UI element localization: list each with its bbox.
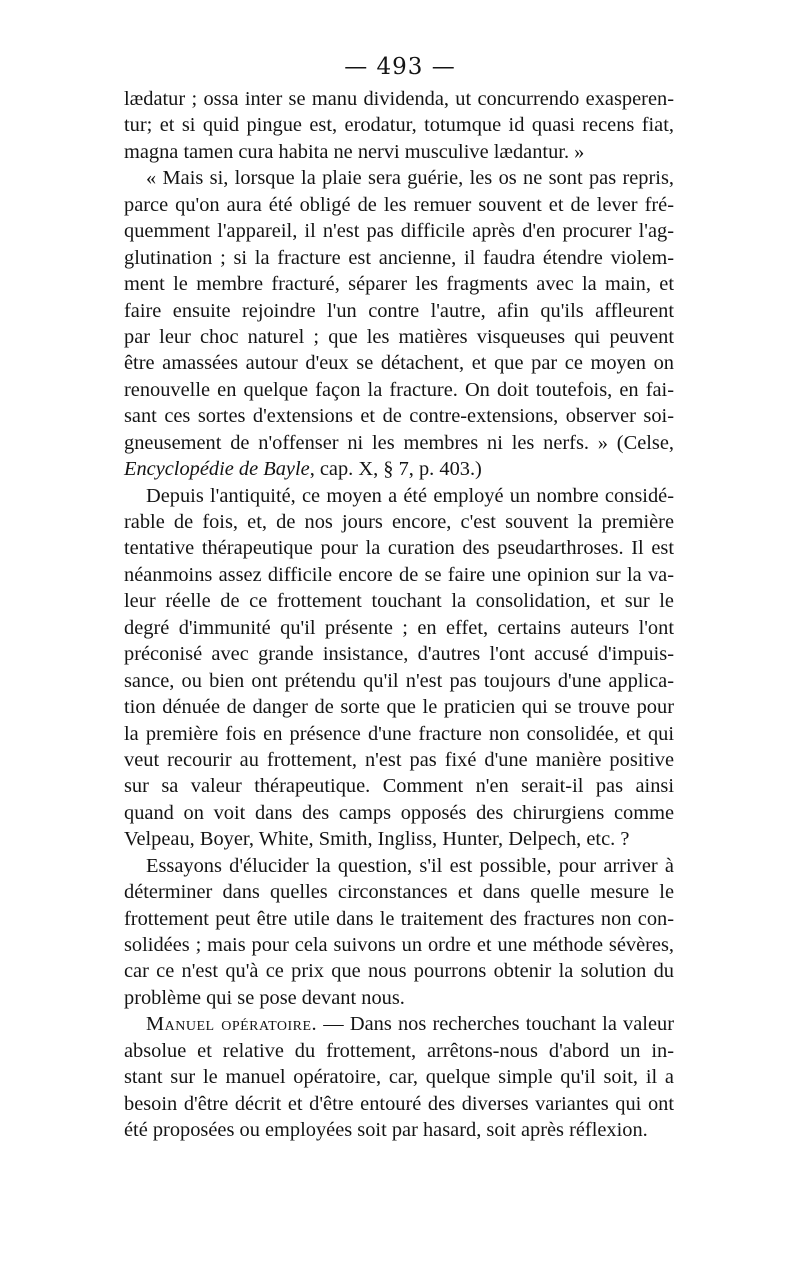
text-line: « Mais si, lorsque la plaie sera guérie, les os ne sont pas repris, <box>146 167 674 190</box>
text-line: frottement peut être utile dans le traitement des fractures non con- <box>124 907 674 930</box>
text-line: quand on voit dans des camps opposés des chirurgiens comme <box>124 801 674 824</box>
text-line: Essayons d'élucider la question, s'il est possible, pour arriver à <box>146 854 674 877</box>
text-line: faire ensuite rejoindre l'un contre l'autre, afin qu'ils affleurent <box>124 299 674 322</box>
text-line: lædatur ; ossa inter se manu dividenda, ut concurrendo exasperen- <box>124 88 674 110</box>
text-line: absolue et relative du frottement, arrêtons-nous d'abord un in- <box>124 1039 674 1062</box>
page-number: — 493 — <box>344 54 456 80</box>
text-line: rable de fois, et, de nos jours encore, c'est souvent la première <box>124 511 674 533</box>
citation-title: Encyclopédie de Bayle <box>124 458 310 481</box>
text-line: tur; et si quid pingue est, erodatur, totumque id quasi recens fiat, <box>124 114 674 137</box>
citation-reference: , cap. X, § 7, p. 403.) <box>309 458 482 481</box>
text-line: été proposées ou employées soit par hasard, soit après réflexion. <box>124 1119 648 1142</box>
text-line: sant ces sortes d'extensions et de contre-extensions, observer soi- <box>124 405 674 428</box>
text-line: tion dénuée de danger de sorte que le praticien qui se trouve pour <box>124 696 674 719</box>
text-line: Velpeau, Boyer, White, Smith, Ingliss, Hunter, Delpech, etc. ? <box>124 828 630 851</box>
text-line: besoin d'être décrit et d'être entouré des diverses variantes qui ont <box>124 1092 674 1115</box>
text-line: gneusement de n'offenser ni les membres ni les nerfs. » (Celse, <box>124 431 674 454</box>
text-line: stant sur le manuel opératoire, car, quelque simple qu'il soit, il a <box>124 1066 674 1089</box>
text-line: car ce n'est qu'à ce prix que nous pourrons obtenir la solution du <box>124 960 674 983</box>
text-line: préconisé avec grande insistance, d'autres l'ont accusé d'impuis- <box>124 643 674 666</box>
text-line: problème qui se pose devant nous. <box>124 986 405 1009</box>
text-line: renouvelle en quelque façon la fracture. On doit toutefois, en fai- <box>124 378 674 401</box>
text-line: tentative thérapeutique pour la curation des pseudarthroses. Il est <box>124 537 674 560</box>
text-line: sur sa valeur thérapeutique. Comment n'en serait-il pas ainsi <box>124 775 674 798</box>
text-line: leur réelle de ce frottement touchant la consolidation, et sur le <box>124 590 674 613</box>
text-line: quemment l'appareil, il n'est pas difficile après d'en procurer l'ag- <box>124 220 674 243</box>
text-line: magna tamen cura habita ne nervi musculive lædantur. » <box>124 140 585 163</box>
text-line: veut recourir au frottement, n'est pas fixé d'une manière positive <box>124 748 674 771</box>
section-heading-continuation: — Dans nos recherches touchant la valeur <box>317 1013 674 1036</box>
text-line: par leur choc naturel ; que les matières visqueuses qui peuvent <box>124 325 674 348</box>
text-line: sance, ou bien ont prétendu qu'il n'est pas toujours d'une applica- <box>124 669 674 692</box>
text-line: ment le membre fracturé, séparer les fragments avec la main, et <box>124 273 674 296</box>
citation-line <box>124 456 674 482</box>
body-text <box>124 86 674 1144</box>
text-line: Depuis l'antiquité, ce moyen a été employé un nombre considé- <box>146 484 674 507</box>
text-line: la première fois en présence d'une fracture non consolidée, et qui <box>124 722 674 745</box>
text-line: être amassées autour d'eux se détachent, et que par ce moyen on <box>124 352 674 375</box>
text-line: solidées ; mais pour cela suivons un ordre et une méthode sévères, <box>124 934 674 956</box>
text-line: degré d'immunité qu'il présente ; en effet, certains auteurs l'ont <box>124 616 674 639</box>
text-line: néanmoins assez difficile encore de se faire une opinion sur la va- <box>124 563 674 586</box>
text-line: déterminer dans quelles circonstances et dans quelle mesure le <box>124 881 674 904</box>
section-heading: Manuel opératoire. <box>146 1013 318 1036</box>
text-line: parce qu'on aura été obligé de les remuer souvent et de lever fré- <box>124 193 674 216</box>
section-heading-line <box>124 1011 674 1037</box>
text-line: glutination ; si la fracture est ancienne, il faudra étendre violem- <box>124 246 674 269</box>
